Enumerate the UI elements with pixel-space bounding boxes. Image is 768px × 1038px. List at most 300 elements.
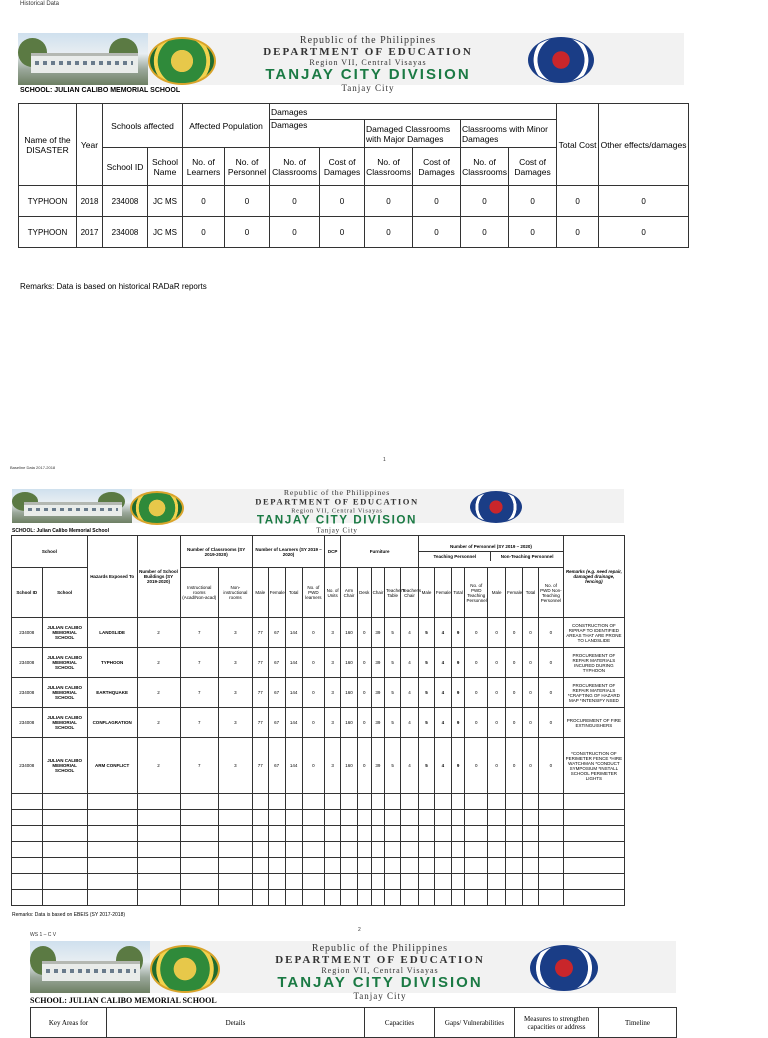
school-building-photo-3 <box>30 941 150 993</box>
baseline-cell: 0 <box>465 618 488 648</box>
col2-dcp: DCP <box>325 536 341 568</box>
historical-cell: 0 <box>225 217 270 248</box>
historical-cell: 0 <box>599 186 689 217</box>
baseline-empty-cell <box>488 890 506 906</box>
baseline-empty-cell <box>42 890 87 906</box>
baseline-empty-cell <box>137 826 180 842</box>
baseline-empty-cell <box>87 842 137 858</box>
baseline-empty-cell <box>523 842 539 858</box>
baseline-empty-row <box>12 874 625 890</box>
col-other-effects: Other effects/damages <box>599 104 689 186</box>
baseline-empty-cell <box>434 794 451 810</box>
page1-header-label: Historical Data <box>20 1 60 7</box>
baseline-cell: 4 <box>400 618 418 648</box>
baseline-empty-cell <box>325 842 341 858</box>
col2-arm-chair: Arm Chair <box>341 568 358 618</box>
baseline-cell: 39 <box>371 648 385 678</box>
baseline-cell: 0 <box>302 738 325 794</box>
baseline-empty-cell <box>451 842 465 858</box>
col2-female: Female <box>268 568 285 618</box>
baseline-cell: 5 <box>419 738 435 794</box>
col2-pwd: No. of PWD learners <box>302 568 325 618</box>
baseline-empty-cell <box>419 842 435 858</box>
baseline-cell: 234008 <box>12 708 43 738</box>
col2-buildings: Number of School Buildings (SY 2019-2020) <box>137 536 180 618</box>
baseline-empty-cell <box>400 874 418 890</box>
col-schools-affected: Schools affected <box>103 104 183 148</box>
col2-nt-female: Female <box>506 568 523 618</box>
col-damages: Damages <box>270 104 557 120</box>
historical-cell: 2017 <box>77 217 103 248</box>
baseline-cell: 0 <box>302 678 325 708</box>
historical-cell: 2018 <box>77 186 103 217</box>
baseline-cell: 4 <box>434 708 451 738</box>
baseline-cell: 3 <box>325 618 341 648</box>
baseline-cell: 67 <box>268 678 285 708</box>
col2-desk: Desk <box>358 568 372 618</box>
baseline-cell: 5 <box>385 648 401 678</box>
baseline-empty-row <box>12 826 625 842</box>
baseline-empty-cell <box>434 890 451 906</box>
baseline-cell: 67 <box>268 648 285 678</box>
baseline-cell: 4 <box>400 738 418 794</box>
baseline-cell: 144 <box>285 648 302 678</box>
banner3-republic: Republic of the Philippines <box>311 943 449 954</box>
col2-nt-male: Male <box>488 568 506 618</box>
page3-header-label: WS 1 – C V <box>30 932 57 938</box>
baseline-cell: 2 <box>137 648 180 678</box>
baseline-cell: 77 <box>252 648 268 678</box>
baseline-cell: 0 <box>538 648 563 678</box>
baseline-cell: JULIAN CALIBO MEMORIAL SCHOOL <box>42 738 87 794</box>
baseline-cell: 0 <box>358 648 372 678</box>
baseline-empty-cell <box>538 810 563 826</box>
baseline-empty-cell <box>385 842 401 858</box>
col-affected-population: Affected Population <box>183 104 270 148</box>
deped-seal-icon <box>528 37 594 83</box>
baseline-cell: 0 <box>488 678 506 708</box>
col2-school-id: School ID <box>12 568 43 618</box>
baseline-empty-cell <box>563 810 624 826</box>
col-minor-damages: Classrooms with Minor Damages <box>461 120 557 148</box>
baseline-cell: *CONSTRUCTION OF PERIMETER FENCE *HIRE WATCHMAN *CONDUCT SYMPOSIUM *INSTALL SCHOOL PERIMETER LIGHTS <box>563 738 624 794</box>
baseline-empty-cell <box>180 858 218 874</box>
banner2-republic: Republic of the Philippines <box>283 489 391 498</box>
baseline-empty-cell <box>538 874 563 890</box>
baseline-cell: JULIAN CALIBO MEMORIAL SCHOOL <box>42 678 87 708</box>
baseline-empty-cell <box>538 826 563 842</box>
baseline-empty-cell <box>180 890 218 906</box>
baseline-empty-cell <box>285 826 302 842</box>
baseline-cell: 39 <box>371 678 385 708</box>
col-learners: No. of Learners <box>183 148 225 186</box>
page1-number: 1 <box>383 457 386 463</box>
baseline-empty-cell <box>465 890 488 906</box>
baseline-empty-cell <box>358 810 372 826</box>
baseline-cell: 144 <box>285 738 302 794</box>
baseline-empty-cell <box>87 858 137 874</box>
baseline-empty-cell <box>538 842 563 858</box>
baseline-empty-cell <box>506 826 523 842</box>
baseline-cell: 3 <box>325 708 341 738</box>
baseline-empty-cell <box>12 810 43 826</box>
baseline-cell: 0 <box>358 708 372 738</box>
col2-teachers-table: Teacher's Table <box>385 568 401 618</box>
baseline-empty-cell <box>563 874 624 890</box>
baseline-empty-cell <box>341 842 358 858</box>
col-cost-damages: Cost of Damages <box>320 148 365 186</box>
historical-cell: 0 <box>320 217 365 248</box>
baseline-cell: 2 <box>137 708 180 738</box>
col2-remarks: Remarks (e.g. need repair, damaged drainage, fencing) <box>563 536 624 618</box>
baseline-cell: 5 <box>419 708 435 738</box>
col2-t-male: Male <box>419 568 435 618</box>
banner-republic: Republic of the Philippines <box>299 35 437 46</box>
baseline-empty-cell <box>341 810 358 826</box>
baseline-empty-cell <box>563 842 624 858</box>
baseline-cell: 234008 <box>12 648 43 678</box>
baseline-cell: 0 <box>465 738 488 794</box>
col-minor-cost: Cost of Damages <box>509 148 557 186</box>
page2-remarks: Remarks: Data is based on EBEIS (SY 2017-2018) <box>12 912 126 918</box>
baseline-empty-cell <box>42 874 87 890</box>
baseline-empty-cell <box>325 794 341 810</box>
baseline-empty-cell <box>506 810 523 826</box>
baseline-empty-cell <box>371 890 385 906</box>
baseline-empty-cell <box>488 874 506 890</box>
baseline-empty-cell <box>451 858 465 874</box>
baseline-cell: 0 <box>358 738 372 794</box>
col-total-cost: Total Cost <box>557 104 599 186</box>
col2-school: School <box>42 568 87 618</box>
baseline-cell: 144 <box>285 618 302 648</box>
baseline-cell: JULIAN CALIBO MEMORIAL SCHOOL <box>42 708 87 738</box>
baseline-row <box>12 738 625 794</box>
col2-chair: Chair <box>371 568 385 618</box>
col2-teaching: Teaching Personnel <box>419 552 491 561</box>
baseline-empty-cell <box>285 858 302 874</box>
col2-nt-total: Total <box>523 568 539 618</box>
baseline-cell: 0 <box>358 678 372 708</box>
baseline-empty-cell <box>218 890 252 906</box>
col-school-name: School Name <box>148 148 183 186</box>
baseline-empty-cell <box>419 874 435 890</box>
baseline-empty-cell <box>385 826 401 842</box>
baseline-cell: 5 <box>385 708 401 738</box>
historical-cell: 234008 <box>103 217 148 248</box>
baseline-cell: CONSTRUCTION OF RIPRAP TO IDENTIFIED AREAS THAT ARE PRONE TO LANDSLIDE <box>563 618 624 648</box>
baseline-empty-cell <box>252 858 268 874</box>
baseline-empty-cell <box>137 794 180 810</box>
banner3-division: TANJAY CITY DIVISION <box>277 974 483 991</box>
baseline-cell: 0 <box>506 738 523 794</box>
baseline-cell: ARM CONFLICT <box>87 738 137 794</box>
page2-header-label: Baseline Data 2017-2018 <box>10 465 56 470</box>
col-damages-sub: Damages <box>270 120 365 148</box>
baseline-empty-cell <box>451 890 465 906</box>
baseline-cell: 234008 <box>12 618 43 648</box>
baseline-empty-cell <box>302 890 325 906</box>
baseline-cell: 0 <box>523 738 539 794</box>
col2-school-group: School <box>12 536 88 568</box>
baseline-cell: 4 <box>434 678 451 708</box>
baseline-empty-cell <box>285 874 302 890</box>
baseline-data-table <box>11 535 625 906</box>
baseline-cell: 3 <box>218 678 252 708</box>
baseline-cell: EARTHQUAKE <box>87 678 137 708</box>
col2-furniture: Furniture <box>341 536 419 568</box>
ws1-column-header: Capacities <box>365 1008 435 1038</box>
baseline-empty-cell <box>302 842 325 858</box>
baseline-cell: 160 <box>341 618 358 648</box>
baseline-empty-cell <box>218 826 252 842</box>
baseline-empty-cell <box>180 794 218 810</box>
ws1-column-header: Details <box>107 1008 365 1038</box>
baseline-empty-cell <box>341 890 358 906</box>
baseline-empty-cell <box>341 858 358 874</box>
ws1-column-header: Key Areas for <box>31 1008 107 1038</box>
baseline-empty-cell <box>302 794 325 810</box>
baseline-empty-cell <box>302 858 325 874</box>
baseline-empty-cell <box>341 874 358 890</box>
baseline-cell: 39 <box>371 618 385 648</box>
baseline-cell: 3 <box>218 738 252 794</box>
baseline-cell: 0 <box>465 648 488 678</box>
baseline-empty-cell <box>385 890 401 906</box>
banner2-region: Region VII, Central Visayas <box>291 506 383 514</box>
historical-cell: 0 <box>557 186 599 217</box>
baseline-cell: JULIAN CALIBO MEMORIAL SCHOOL <box>42 618 87 648</box>
baseline-cell: 39 <box>371 738 385 794</box>
baseline-row <box>12 648 625 678</box>
baseline-row <box>12 708 625 738</box>
historical-cell: 0 <box>183 186 225 217</box>
historical-data-table <box>18 103 689 248</box>
baseline-empty-cell <box>358 826 372 842</box>
baseline-empty-cell <box>434 842 451 858</box>
baseline-cell: 0 <box>523 708 539 738</box>
historical-cell: 0 <box>225 186 270 217</box>
baseline-empty-cell <box>137 890 180 906</box>
historical-cell: 0 <box>599 217 689 248</box>
baseline-cell: 0 <box>523 678 539 708</box>
baseline-cell: 0 <box>506 708 523 738</box>
page2-number: 2 <box>358 927 361 933</box>
baseline-cell: 9 <box>451 738 465 794</box>
col2-instructional: Instructional rooms (Acad/Non-acad) <box>180 568 218 618</box>
baseline-empty-cell <box>252 826 268 842</box>
baseline-empty-cell <box>465 826 488 842</box>
baseline-empty-cell <box>218 858 252 874</box>
col-major-cost: Cost of Damages <box>413 148 461 186</box>
baseline-empty-cell <box>218 874 252 890</box>
baseline-empty-cell <box>488 858 506 874</box>
baseline-cell: 7 <box>180 708 218 738</box>
baseline-cell: 7 <box>180 678 218 708</box>
baseline-empty-cell <box>302 874 325 890</box>
baseline-empty-cell <box>385 794 401 810</box>
baseline-empty-cell <box>137 858 180 874</box>
historical-cell: TYPHOON <box>19 217 77 248</box>
baseline-empty-cell <box>325 890 341 906</box>
baseline-cell: CONFLAGRATION <box>87 708 137 738</box>
baseline-empty-cell <box>563 826 624 842</box>
baseline-empty-cell <box>538 890 563 906</box>
col2-total: Total <box>285 568 302 618</box>
historical-cell: 234008 <box>103 186 148 217</box>
baseline-empty-cell <box>12 826 43 842</box>
baseline-cell: 2 <box>137 618 180 648</box>
baseline-cell: 0 <box>302 708 325 738</box>
baseline-empty-cell <box>42 794 87 810</box>
baseline-empty-cell <box>419 858 435 874</box>
baseline-cell: TYPHOON <box>87 648 137 678</box>
baseline-empty-cell <box>268 842 285 858</box>
historical-cell: 0 <box>183 217 225 248</box>
ws1-table <box>30 1007 677 1038</box>
baseline-empty-cell <box>400 890 418 906</box>
baseline-empty-cell <box>268 858 285 874</box>
baseline-cell: 0 <box>538 618 563 648</box>
baseline-empty-cell <box>371 874 385 890</box>
baseline-empty-cell <box>371 810 385 826</box>
col-disaster: Name of the DISASTER <box>19 104 77 186</box>
baseline-cell: 4 <box>434 648 451 678</box>
banner2-deped: DEPARTMENT OF EDUCATION <box>255 497 419 507</box>
banner3-region: Region VII, Central Visayas <box>321 966 439 975</box>
baseline-empty-cell <box>371 858 385 874</box>
baseline-cell: 3 <box>218 708 252 738</box>
baseline-empty-row <box>12 890 625 906</box>
baseline-cell: 5 <box>419 648 435 678</box>
baseline-empty-cell <box>371 794 385 810</box>
baseline-cell: 3 <box>218 648 252 678</box>
baseline-empty-cell <box>268 794 285 810</box>
baseline-cell: 0 <box>465 678 488 708</box>
col2-male: Male <box>252 568 268 618</box>
page1-school-line: SCHOOL: JULIAN CALIBO MEMORIAL SCHOOL <box>20 87 181 94</box>
baseline-empty-cell <box>434 858 451 874</box>
baseline-empty-cell <box>325 874 341 890</box>
baseline-empty-cell <box>12 890 43 906</box>
col-personnel: No. of Personnel <box>225 148 270 186</box>
baseline-cell: 0 <box>538 738 563 794</box>
baseline-cell: 77 <box>252 738 268 794</box>
baseline-empty-cell <box>434 810 451 826</box>
baseline-cell: 160 <box>341 678 358 708</box>
baseline-empty-cell <box>506 874 523 890</box>
baseline-empty-cell <box>488 826 506 842</box>
col2-noninstructional: Non-instructional rooms <box>218 568 252 618</box>
baseline-empty-cell <box>465 842 488 858</box>
baseline-empty-cell <box>252 890 268 906</box>
baseline-empty-cell <box>506 794 523 810</box>
baseline-empty-cell <box>506 842 523 858</box>
baseline-cell: 5 <box>385 738 401 794</box>
baseline-cell: 5 <box>385 618 401 648</box>
baseline-empty-cell <box>341 794 358 810</box>
baseline-empty-cell <box>12 858 43 874</box>
baseline-cell: 4 <box>400 678 418 708</box>
baseline-cell: 77 <box>252 708 268 738</box>
baseline-empty-cell <box>12 794 43 810</box>
baseline-empty-cell <box>385 874 401 890</box>
baseline-empty-cell <box>285 842 302 858</box>
baseline-empty-cell <box>87 890 137 906</box>
baseline-empty-cell <box>268 826 285 842</box>
baseline-cell: 2 <box>137 678 180 708</box>
col2-teachers-chair: Teacher's Chair <box>400 568 418 618</box>
baseline-empty-cell <box>488 794 506 810</box>
baseline-cell: 67 <box>268 708 285 738</box>
baseline-empty-cell <box>506 890 523 906</box>
baseline-empty-cell <box>358 858 372 874</box>
historical-cell: 0 <box>270 217 320 248</box>
tanjay-city-seal-icon-3 <box>150 945 220 993</box>
baseline-empty-cell <box>451 810 465 826</box>
banner-region: Region VII, Central Visayas <box>309 58 427 67</box>
baseline-cell: 0 <box>506 618 523 648</box>
baseline-empty-cell <box>419 810 435 826</box>
historical-cell: 0 <box>509 186 557 217</box>
baseline-cell: 3 <box>325 738 341 794</box>
col2-nt-pwd: No. of PWD Non-Teaching Personnel <box>538 568 563 618</box>
baseline-empty-cell <box>465 874 488 890</box>
baseline-cell: 77 <box>252 618 268 648</box>
baseline-cell: 5 <box>385 678 401 708</box>
historical-cell: 0 <box>270 186 320 217</box>
baseline-empty-cell <box>12 842 43 858</box>
baseline-empty-cell <box>325 826 341 842</box>
baseline-cell: 9 <box>451 708 465 738</box>
baseline-empty-cell <box>523 858 539 874</box>
baseline-empty-cell <box>252 874 268 890</box>
baseline-empty-cell <box>465 794 488 810</box>
historical-cell: JC MS <box>148 217 183 248</box>
col2-t-female: Female <box>434 568 451 618</box>
baseline-cell: PROCUREMENT OF REPAIR MATERIALS *CRAFTING OF HAZARD MAP *INTENSIFY NSED <box>563 678 624 708</box>
baseline-empty-cell <box>358 874 372 890</box>
deped-seal-icon-3 <box>530 945 598 991</box>
col-year: Year <box>77 104 103 186</box>
baseline-empty-cell <box>563 890 624 906</box>
baseline-empty-cell <box>451 794 465 810</box>
baseline-empty-cell <box>252 794 268 810</box>
baseline-empty-cell <box>371 842 385 858</box>
historical-cell: JC MS <box>148 186 183 217</box>
baseline-cell: 7 <box>180 618 218 648</box>
baseline-empty-cell <box>434 874 451 890</box>
baseline-empty-cell <box>538 858 563 874</box>
baseline-empty-cell <box>87 794 137 810</box>
baseline-empty-cell <box>180 810 218 826</box>
baseline-empty-cell <box>137 842 180 858</box>
banner-city: Tanjay City <box>341 83 395 93</box>
banner-deped: DEPARTMENT OF EDUCATION <box>263 46 473 58</box>
baseline-cell: 0 <box>538 708 563 738</box>
baseline-empty-cell <box>400 826 418 842</box>
baseline-row <box>12 678 625 708</box>
ws1-column-header: Measures to strengthen capacities or address <box>515 1008 599 1038</box>
baseline-empty-cell <box>285 810 302 826</box>
baseline-empty-cell <box>523 826 539 842</box>
baseline-empty-cell <box>137 874 180 890</box>
school-building-photo-2 <box>12 489 132 523</box>
baseline-cell: 0 <box>538 678 563 708</box>
historical-cell: 0 <box>557 217 599 248</box>
baseline-empty-cell <box>325 810 341 826</box>
baseline-empty-cell <box>285 890 302 906</box>
